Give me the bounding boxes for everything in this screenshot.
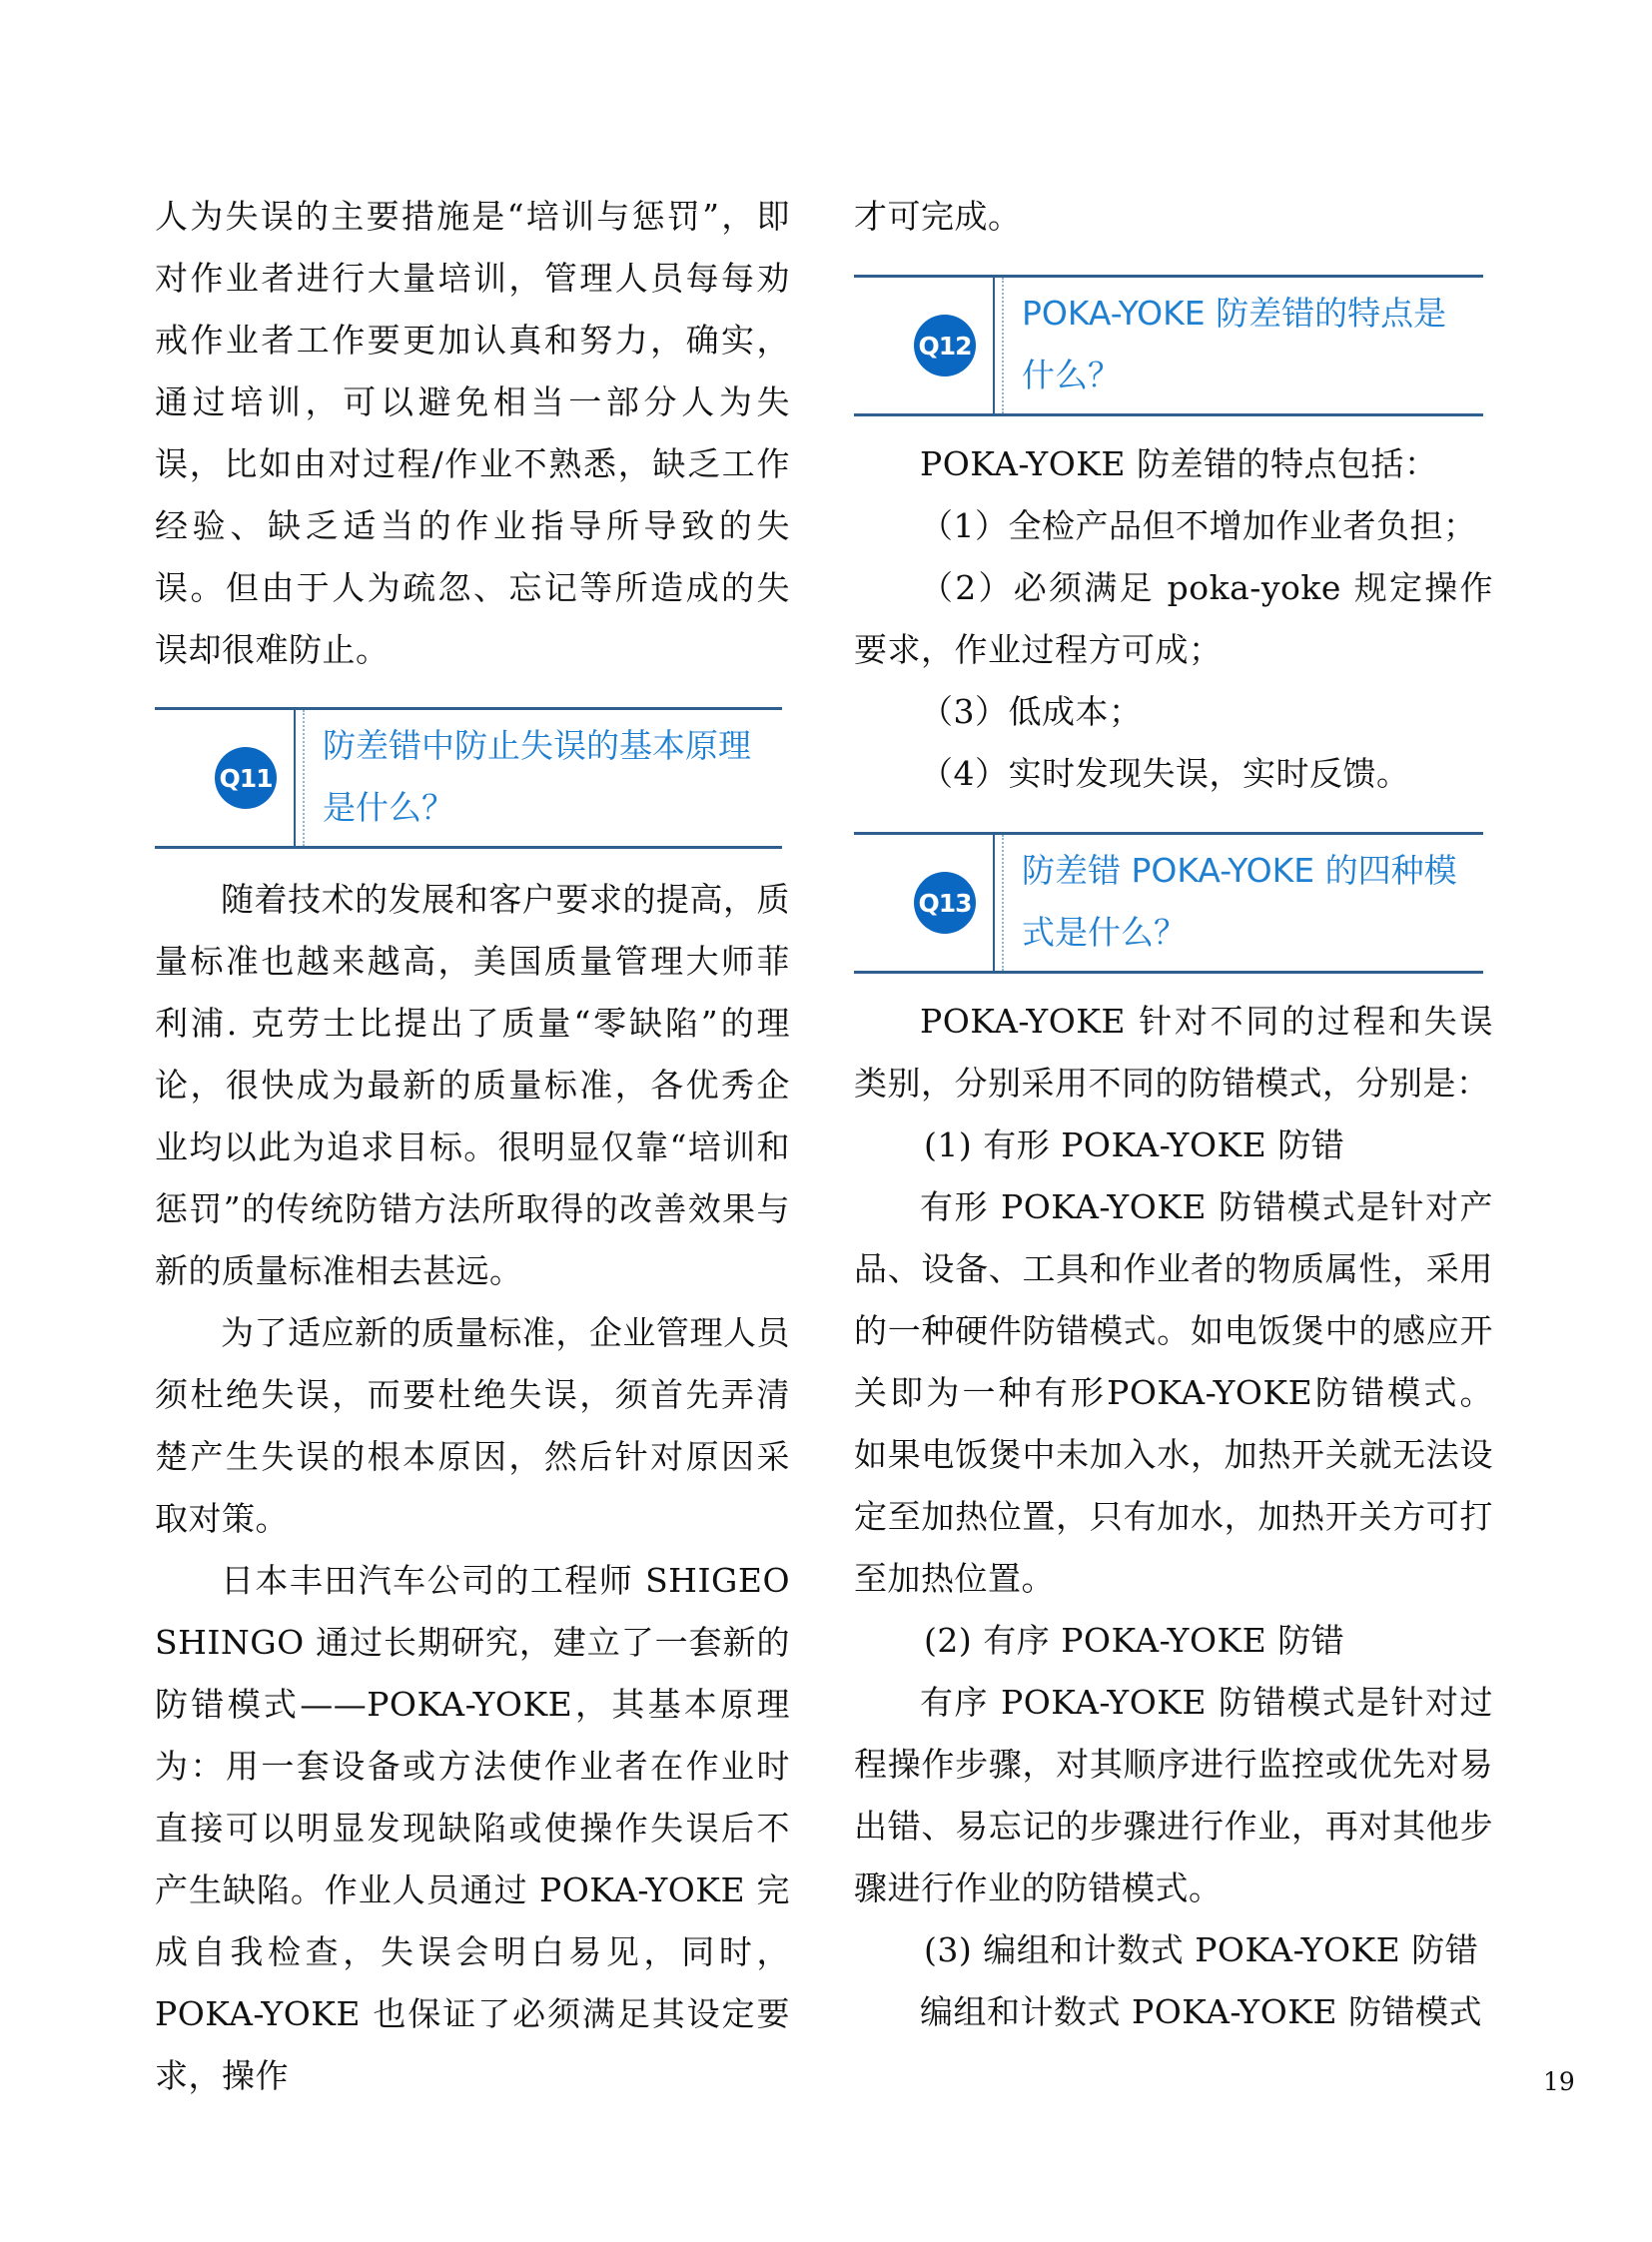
divider-dots [1002, 835, 1004, 971]
q13-question: 防差错 POKA-YOKE 的四种模式是什么？ [1022, 851, 1457, 952]
q12-item-2: （2）必须满足 poka-yoke 规定操作要求，作业过程方可成； [854, 568, 1493, 669]
rule-bottom [155, 846, 782, 849]
divider-dots [1002, 278, 1004, 413]
divider-line [993, 278, 995, 413]
q12-badge: Q12 [914, 315, 976, 376]
q12-item-1: （1）全检产品但不增加作业者负担； [920, 506, 1477, 545]
rule-top [854, 832, 1483, 835]
q12-item-4: （4）实时发现失误，实时反馈。 [920, 754, 1410, 793]
q12-question: POKA-YOKE 防差错的特点是什么？ [1022, 294, 1447, 394]
paragraph-3: 为了适应新的质量标准，企业管理人员须杜绝失误，而要杜绝失误，须首先弄清楚产生失误的根本原因，然后针对原因采取对策。 [155, 1313, 790, 1538]
rule-bottom [854, 971, 1483, 974]
mode-1-text: 有形 POKA-YOKE 防错模式是针对产品、设备、工具和作业者的物质属性，采用的一种硬件防错模式。如电饭煲中的感应开关即为一种有形POKA-YOKE防错模式。如果电饭煲中未加入水，加热开关就无法设定至加热位置，只有加水，加热开关方可打至加热位置。 [854, 1187, 1493, 1598]
paragraph-continuation: 才可完成。 [854, 197, 1022, 236]
q12-item-3: （3）低成本； [920, 692, 1143, 731]
divider-dots [303, 710, 305, 846]
paragraph-2: 随着技术的发展和客户要求的提高，质量标准也越来越高，美国质量管理大师菲利浦. 克劳士比提出了质量“零缺陷”的理论，很快成为最新的质量标准，各优秀企业均以此为追求目标。很明显仅靠“培训和惩罚”的传统防错方法所取得的改善效果与新的质量标准相去甚远。 [155, 880, 790, 1290]
mode-2-title: (2) 有序 POKA-YOKE 防错 [924, 1621, 1345, 1660]
page-number: 19 [1543, 2067, 1575, 2096]
q13-intro: POKA-YOKE 针对不同的过程和失误类别，分别采用不同的防错模式，分别是： [854, 1002, 1493, 1103]
divider-line [294, 710, 296, 846]
rule-bottom [854, 413, 1483, 416]
paragraph-1: 人为失误的主要措施是“培训与惩罚”，即对作业者进行大量培训，管理人员每每劝戒作业者工作要更加认真和努力，确实，通过培训，可以避免相当一部分人为失误，比如由对过程/作业不熟悉，缺乏工作经验、缺乏适当的作业指导所导致的失误。但由于人为疏忽、忘记等所造成的失误却很难防止。 [155, 197, 790, 669]
mode-1-title: (1) 有形 POKA-YOKE 防错 [924, 1125, 1345, 1164]
q11-badge: Q11 [215, 747, 277, 809]
rule-top [155, 707, 782, 710]
mode-2-text: 有序 POKA-YOKE 防错模式是针对过程操作步骤，对其顺序进行监控或优先对易出错、易忘记的步骤进行作业，再对其他步骤进行作业的防错模式。 [854, 1683, 1493, 1907]
q11-question: 防差错中防止失误的基本原理是什么？ [323, 726, 751, 827]
q13-badge: Q13 [914, 872, 976, 934]
rule-top [854, 275, 1483, 278]
question-box-q12 [854, 275, 1483, 416]
divider-line [993, 835, 995, 971]
mode-3-title: (3) 编组和计数式 POKA-YOKE 防错 [924, 1930, 1479, 1969]
paragraph-4: 日本丰田汽车公司的工程师 SHIGEO SHINGO 通过长期研究，建立了一套新的防错模式——POKA-YOKE，其基本原理为：用一套设备或方法使作业者在作业时直接可以明显发现缺陷或使操作失误后不产生缺陷。作业人员通过 POKA-YOKE 完成自我检查，失误会明白易见，同时，POKA-YOKE 也保证了必须满足其设定要求，操作 [155, 1561, 790, 2095]
mode-3-text: 编组和计数式 POKA-YOKE 防错模式 [920, 1992, 1482, 2031]
q12-intro: POKA-YOKE 防差错的特点包括： [920, 444, 1438, 483]
question-box-q13 [854, 832, 1483, 974]
question-box-q11 [155, 707, 782, 849]
